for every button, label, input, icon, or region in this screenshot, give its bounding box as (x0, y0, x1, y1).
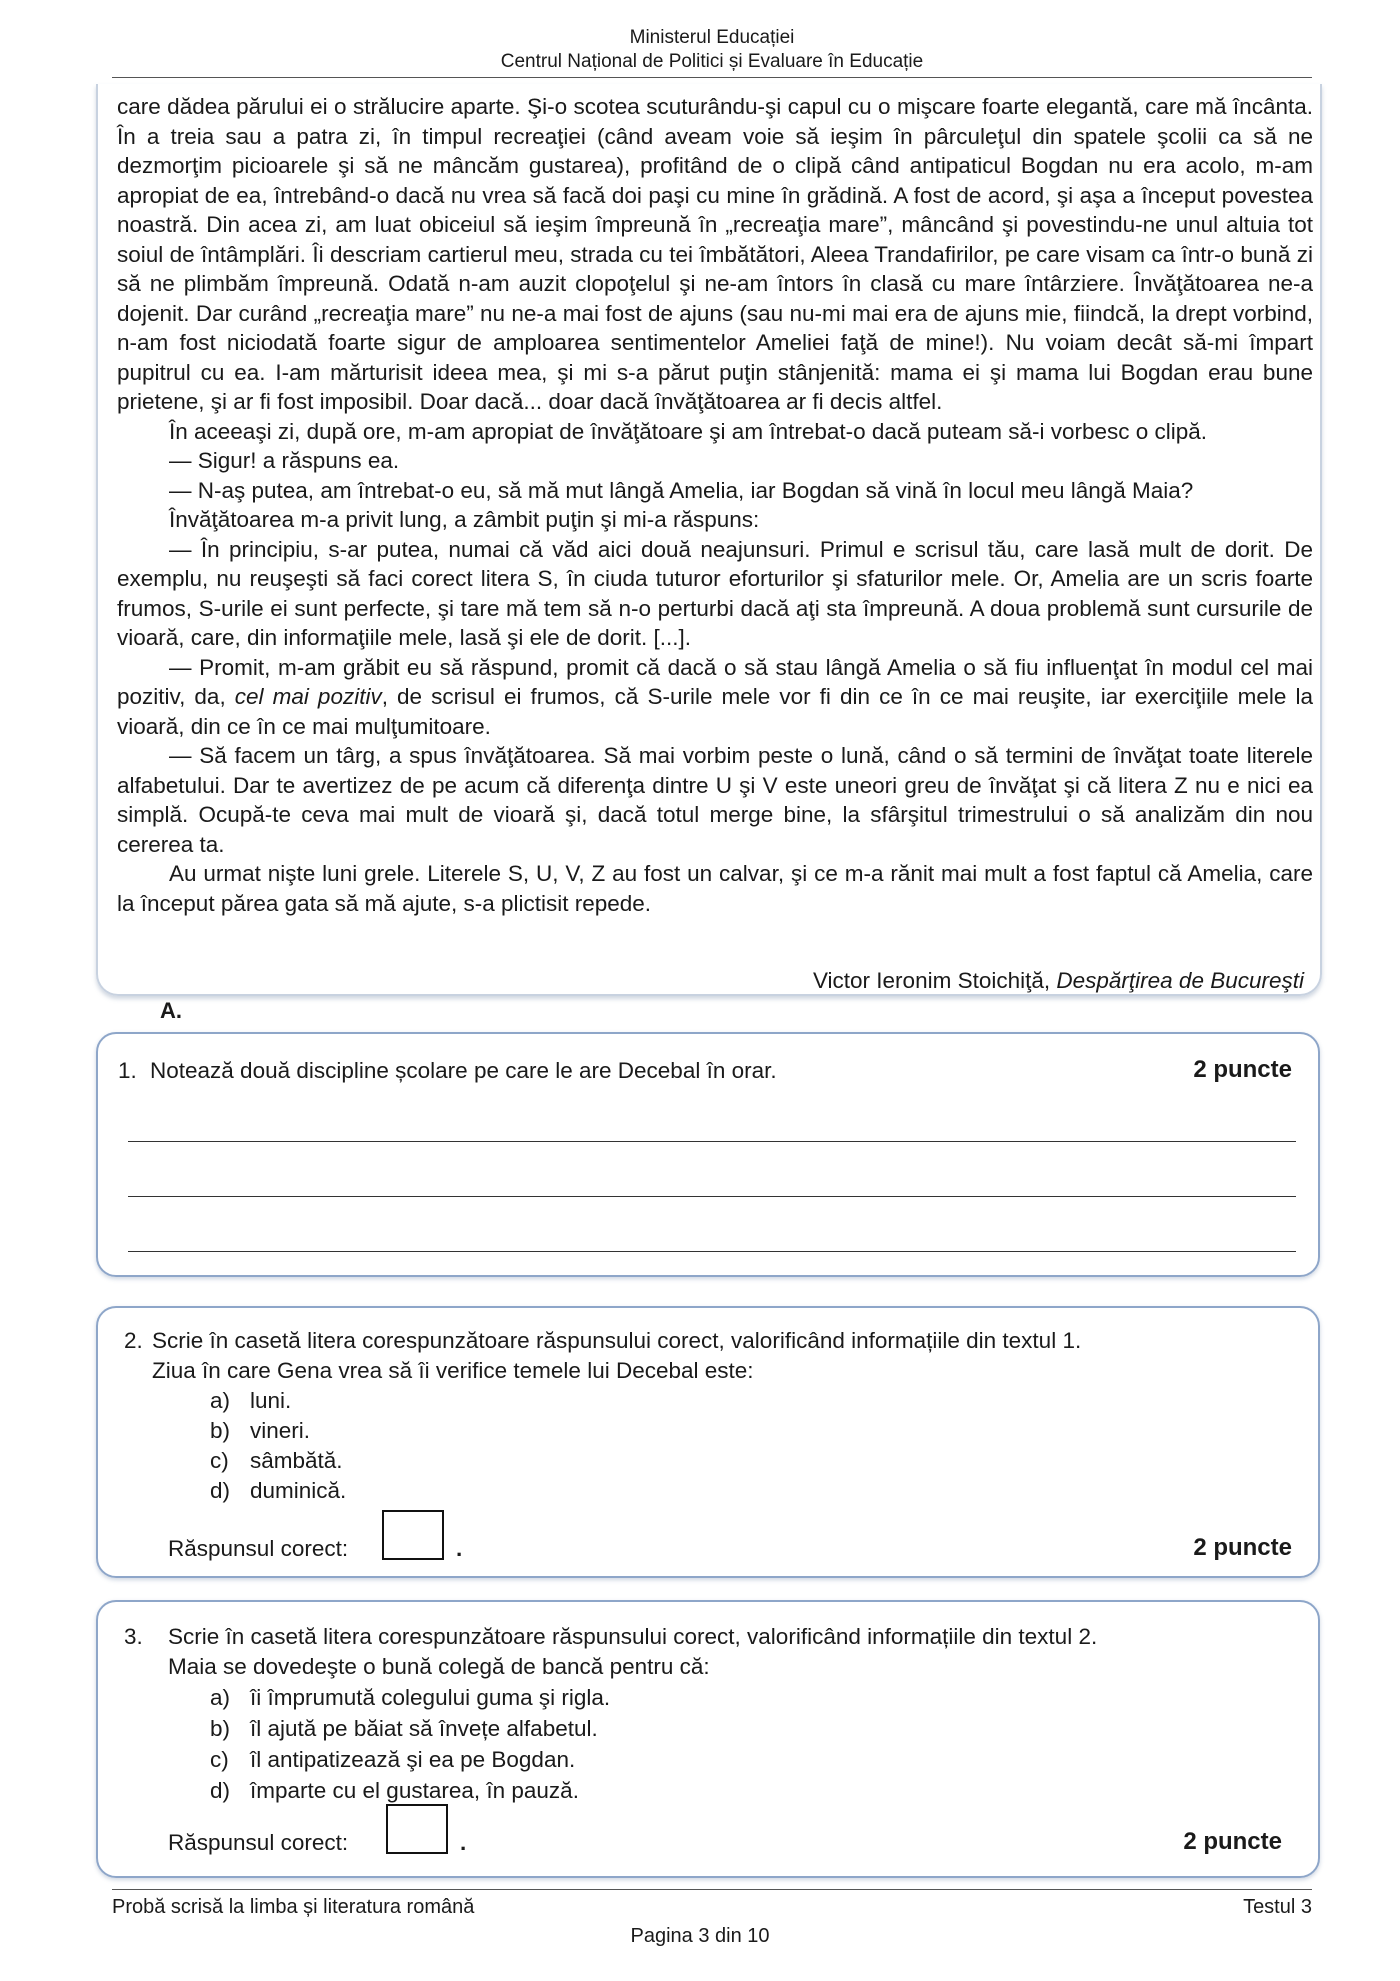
option-text: împarte cu el gustarea, în pauză. (250, 1778, 579, 1803)
option-c (210, 1745, 575, 1775)
passage-attribution (813, 968, 1304, 994)
question-text: Scrie în casetă litera corespunzătoare răspunsului corect, valorificând informațiile din textul 1. (152, 1328, 1082, 1353)
option-letter: b) (210, 1716, 231, 1741)
option-b (210, 1416, 310, 1446)
answer-box[interactable] (386, 1804, 448, 1854)
answer-label: Răspunsul corect: (168, 1830, 349, 1855)
header-center: Centrul Național de Politici și Evaluare în Educație (500, 51, 924, 72)
option-a (210, 1386, 291, 1416)
passage-paragraph: Au urmat nişte luni grele. Literele S, U, V, Z au fost un calvar, şi ce m-a rănit mai mult a fost faptul că Amelia, care la început părea gata să mă ajute, s-a plictisit repede. (117, 861, 1313, 916)
passage-paragraph: — În principiu, s-ar putea, numai că văd aici două neajunsuri. Primul e scrisul tău, care lasă mult de dorit. De exemplu, nu reuşeşti să faci corect litera S, în ciuda tuturor eforturilor şi sfaturilor mele. Or, Amelia are un scris foarte frumos, S-urile ei sunt perfecte, şi tare mă tem să n-o perturbi dacă aţi sta împreună. A doua problemă sunt cursurile de vioară, care, din informaţiile mele, lasă şi ele de dorit. [...]. (117, 536, 1313, 650)
question-number: 2. (124, 1328, 143, 1353)
option-text: vineri. (250, 1418, 311, 1443)
option-d (210, 1476, 346, 1506)
passage-paragraph: — Sigur! a răspuns ea. (169, 448, 400, 473)
option-letter: a) (210, 1388, 231, 1413)
section-label: A. (160, 998, 182, 1023)
option-letter: c) (210, 1747, 229, 1772)
answer-line-1[interactable] (128, 1141, 1296, 1142)
passage-paragraph: În aceeaşi zi, după ore, m-am apropiat de învăţătoare şi am întrebat-o dacă puteam să-i vorbesc o clipă. (169, 418, 1208, 444)
header-ministry: Ministerul Educației (629, 27, 795, 48)
option-b (210, 1714, 598, 1744)
option-c (210, 1446, 343, 1476)
answer-period: . (456, 1536, 463, 1561)
question-2-box (96, 1306, 1320, 1578)
passage-paragraph: Învăţătoarea m-a privit lung, a zâmbit puţin şi mi-a răspuns: (169, 507, 760, 532)
option-text: îl antipatizează şi ea pe Bogdan. (250, 1747, 576, 1772)
answer-box[interactable] (382, 1510, 444, 1560)
reading-passage (117, 92, 1313, 918)
author-name: Victor Ieronim Stoichiţă, (812, 968, 1057, 993)
question-points: 2 puncte (1193, 1056, 1292, 1083)
question-3-box (96, 1600, 1320, 1878)
question-stem: Ziua în care Gena vrea să îi verifice temele lui Decebal este: (152, 1358, 754, 1383)
option-text: duminică. (250, 1478, 347, 1503)
footer-subject: Probă scrisă la limba și literatura română (112, 1896, 475, 1918)
option-letter: b) (210, 1418, 231, 1443)
work-title: Despărţirea de Bucureşti (1056, 968, 1304, 993)
option-letter: a) (210, 1685, 231, 1710)
option-letter: d) (210, 1778, 231, 1803)
option-text: sâmbătă. (250, 1448, 343, 1473)
footer-divider (112, 1889, 1312, 1890)
answer-label: Răspunsul corect: (168, 1536, 349, 1561)
passage-emphasis: cel mai pozitiv (234, 684, 382, 709)
page-number: Pagina 3 din 10 (630, 1925, 770, 1947)
question-stem: Maia se dovedeşte o bună colegă de bancă pentru că: (168, 1654, 710, 1679)
option-letter: c) (210, 1448, 229, 1473)
passage-paragraph (117, 653, 1313, 742)
page-header (112, 26, 1312, 74)
header-divider (112, 77, 1312, 78)
passage-text: , de scrisul ei frumos, că S-urile mele vor fi din ce în ce mai reuşite, iar exerciţiile mele la vioară, din ce în ce mai mulţumitoare. (117, 684, 1314, 739)
passage-text: — Promit, m-am grăbit eu să răspund, promit că dacă o să stau lângă Amelia o să fiu influenţat în modul cel mai pozitiv, da, (117, 654, 1313, 709)
option-a (210, 1683, 610, 1713)
question-points: 2 puncte (1193, 1534, 1292, 1561)
answer-period: . (460, 1830, 467, 1855)
answer-line-2[interactable] (128, 1196, 1296, 1197)
passage-paragraph: — Să facem un târg, a spus învăţătoarea. Să mai vorbim peste o lună, când o să termini de învăţat toate literele alfabetului. Dar te avertizez de pe acum că diferenţa dintre U şi V este uneori greu de învăţat şi că litera Z nu e nici ea simplă. Ocupă-te ceva mai mult de vioară şi, dacă totul merge bine, la sfârşitul trimestrului o să analizăm din nou cererea ta. (117, 743, 1313, 857)
option-d (210, 1776, 579, 1806)
option-text: îl ajută pe băiat să învețe alfabetul. (250, 1716, 598, 1741)
option-text: îi împrumută colegului guma şi rigla. (250, 1685, 611, 1710)
option-text: luni. (250, 1388, 292, 1413)
passage-paragraph: — N-aş putea, am întrebat-o eu, să mă mut lângă Amelia, iar Bogdan să vină în locul meu lângă Maia? (169, 477, 1194, 503)
question-number: 1. (118, 1058, 137, 1083)
footer-test-number: Testul 3 (1243, 1896, 1312, 1918)
option-letter: d) (210, 1478, 231, 1503)
answer-line-3[interactable] (128, 1251, 1296, 1252)
question-points: 2 puncte (1183, 1828, 1282, 1855)
question-number: 3. (124, 1624, 143, 1649)
question-text: Notează două discipline școlare pe care le are Decebal în orar. (150, 1058, 777, 1083)
question-text: Scrie în casetă litera corespunzătoare răspunsului corect, valorificând informațiile din textul 2. (168, 1624, 1098, 1649)
passage-paragraph: care dădea părului ei o strălucire aparte. Şi-o scotea scuturându-şi capul cu o mişcare foarte elegantă, care mă încânta. În a treia sau a patra zi, în timpul recreaţiei (când aveam voie să ieşim în pârculeţul din spatele şcolii ca să ne dezmorţim picioarele şi să ne mâncăm gustarea), profitând de o clipă când antipaticul Bogdan nu era acolo, m-am apropiat de ea, întrebând-o dacă nu vrea să facă doi paşi cu mine în grădină. A fost de acord, şi aşa a început povestea noastră. Din acea zi, am luat obiceiul să ieşim împreună în „recreaţia mare”, mâncând şi povestindu-ne unul altuia tot soiul de întâmplări. Îi descriam cartierul meu, strada cu tei îmbătători, Aleea Trandafirilor, pe care visam ca într-o bună zi să ne plimbăm împreună. Odată n-am auzit clopoţelul şi ne-am întors în clasă cu mare întârziere. Învăţătoarea ne-a dojenit. Dar curând „recreaţia mare” nu ne-a mai fost de ajuns (sau nu-mi mai era de ajuns mie, fiindcă, la drept vorbind, n-am fost niciodată foarte sigur de amploarea sentimentelor Ameliei faţă de mine!). Nu voiam decât să-mi împart pupitrul cu ea. I-am mărturisit ideea mea, şi mi s-a părut puţin stânjenită: mama ei şi mama lui Bogdan erau bune prietene, şi ar fi fost imposibil. Doar dacă... doar dacă învăţătoarea ar fi decis altfel. (117, 94, 1313, 414)
question-1-box (96, 1032, 1320, 1277)
